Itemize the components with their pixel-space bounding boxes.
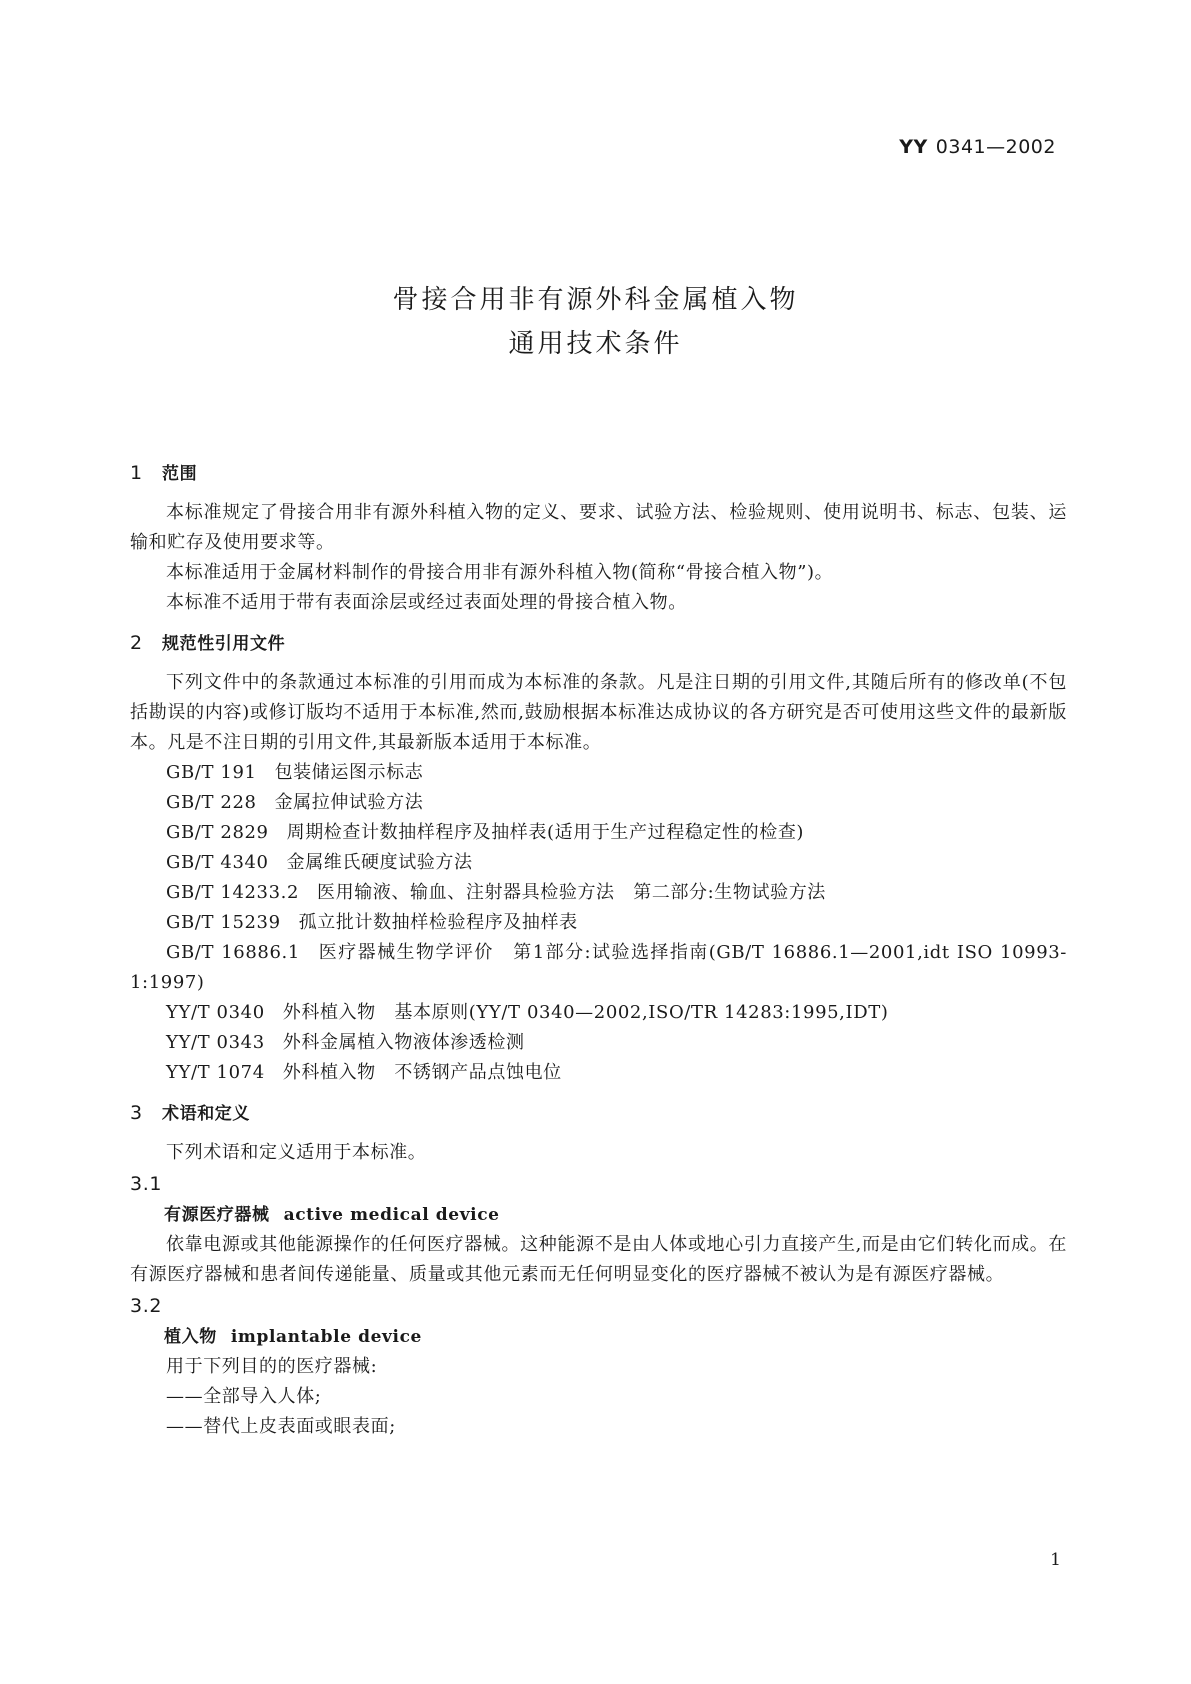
reference-code: YY/T 1074 (166, 1062, 265, 1083)
reference-title: 医疗器械生物学评价 第1部分:试验选择指南(GB/T 16886.1—2001,idt ISO 10993-1:1997) (130, 942, 1067, 993)
reference-title: 医用输液、输血、注射器具检验方法 第二部分:生物试验方法 (317, 882, 826, 903)
document-body (130, 450, 1067, 1442)
section-3-number: 3 (130, 1102, 143, 1124)
term-3-2 (130, 1322, 1067, 1352)
section-3-title: 术语和定义 (162, 1104, 250, 1124)
clause-3-1-number: 3.1 (130, 1173, 163, 1195)
reference-code: YY/T 0340 (166, 1002, 265, 1023)
reference-code: GB/T 14233.2 (166, 882, 300, 903)
reference-item (130, 998, 1067, 1028)
reference-title: 周期检查计数抽样程序及抽样表(适用于生产过程稳定性的检查) (286, 822, 805, 843)
section-3-heading (130, 1098, 1067, 1128)
reference-code: GB/T 228 (166, 792, 257, 813)
section-3-paragraph-1: 下列术语和定义适用于本标准。 (166, 1142, 427, 1163)
term-3-2-english: implantable device (230, 1327, 422, 1347)
reference-code: GB/T 16886.1 (166, 942, 300, 963)
reference-code: GB/T 15239 (166, 912, 281, 933)
term-3-2-list-item-2: ——替代上皮表面或眼表面; (166, 1416, 396, 1437)
reference-code: GB/T 2829 (166, 822, 269, 843)
term-3-1-english: active medical device (283, 1205, 500, 1225)
section-2-paragraph-1: 下列文件中的条款通过本标准的引用而成为本标准的条款。凡是注日期的引用文件,其随后所有的修改单(不包括勘误的内容)或修订版均不适用于本标准,然而,鼓励根据本标准达成协议的各方研究是否可使用这些文件的最新版本。凡是不注日期的引用文件,其最新版本适用于本标准。 (130, 672, 1067, 753)
section-1-paragraph-2: 本标准适用于金属材料制作的骨接合用非有源外科植入物(简称“骨接合植入物”)。 (166, 562, 834, 583)
reference-title: 孤立批计数抽样检验程序及抽样表 (298, 912, 578, 933)
section-1-number: 1 (130, 462, 143, 484)
reference-item (130, 1028, 1067, 1058)
reference-item (130, 908, 1067, 938)
section-1-paragraph-1: 本标准规定了骨接合用非有源外科植入物的定义、要求、试验方法、检验规则、使用说明书、标志、包装、运输和贮存及使用要求等。 (130, 502, 1067, 553)
reference-item (130, 938, 1067, 998)
standard-code: 0341—2002 (935, 136, 1056, 158)
clause-3-2-number: 3.2 (130, 1295, 163, 1317)
page-number: 1 (1050, 1550, 1061, 1570)
reference-item (130, 878, 1067, 908)
reference-item (130, 848, 1067, 878)
section-1-paragraph-3: 本标准不适用于带有表面涂层或经过表面处理的骨接合植入物。 (166, 592, 687, 613)
reference-title: 包装储运图示标志 (274, 762, 424, 783)
reference-item (130, 788, 1067, 818)
section-1-heading (130, 458, 1067, 488)
section-2-number: 2 (130, 632, 143, 654)
reference-item (130, 818, 1067, 848)
reference-title: 金属拉伸试验方法 (274, 792, 424, 813)
reference-title: 金属维氏硬度试验方法 (286, 852, 473, 873)
reference-code: YY/T 0343 (166, 1032, 265, 1053)
reference-title: 外科植入物 不锈钢产品点蚀电位 (282, 1062, 562, 1083)
section-2-heading (130, 628, 1067, 658)
document-title-line1: 骨接合用非有源外科金属植入物 (392, 285, 799, 315)
term-3-2-definition: 用于下列目的的医疗器械: (166, 1356, 378, 1377)
section-1-title: 范围 (162, 464, 198, 484)
term-3-1-chinese: 有源医疗器械 (164, 1205, 270, 1225)
term-3-2-list-item-1: ——全部导入人体; (166, 1386, 322, 1407)
reference-code: GB/T 4340 (166, 852, 269, 873)
term-3-1 (130, 1200, 1067, 1230)
term-3-2-chinese: 植入物 (164, 1327, 217, 1347)
document-title-line2: 通用技术条件 (508, 329, 683, 359)
standard-number (899, 136, 1056, 158)
term-3-1-definition: 依靠电源或其他能源操作的任何医疗器械。这种能源不是由人体或地心引力直接产生,而是由它们转化而成。在有源医疗器械和患者间传递能量、质量或其他元素而无任何明显变化的医疗器械不被认为是有源医疗器械。 (130, 1234, 1067, 1285)
section-2-title: 规范性引用文件 (162, 634, 286, 654)
standard-prefix: YY (899, 136, 928, 158)
reference-item (130, 1058, 1067, 1088)
reference-code: GB/T 191 (166, 762, 257, 783)
reference-item (130, 758, 1067, 788)
reference-title: 外科植入物 基本原则(YY/T 0340—2002,ISO/TR 14283:1995,IDT) (282, 1002, 889, 1023)
reference-title: 外科金属植入物液体渗透检测 (282, 1032, 525, 1053)
